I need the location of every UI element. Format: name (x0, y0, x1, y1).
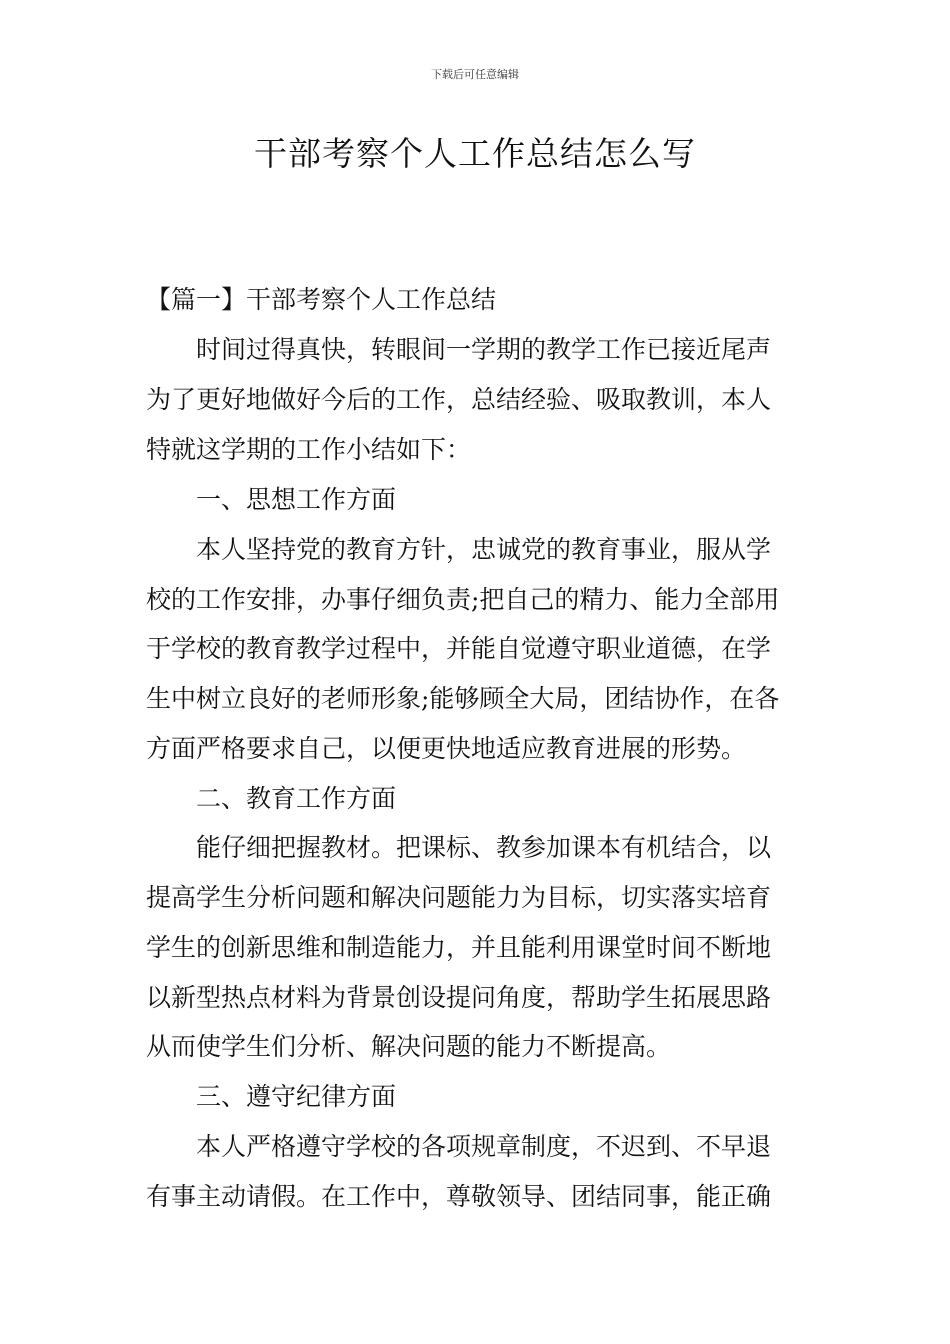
header-note: 下载后可任意编辑 (431, 68, 519, 81)
paragraph-line: 校的工作安排，办事仔细负责;把自己的精力、能力全部用 (146, 585, 780, 614)
paragraph-line: 学生的创新思维和制造能力，并且能利用课堂时间不断地 (146, 933, 772, 962)
subheading-education: 二、教育工作方面 (196, 784, 397, 813)
paragraph-line: 时间过得真快，转眼间一学期的教学工作已接近尾声 (196, 335, 772, 364)
subheading-discipline: 三、遵守纪律方面 (196, 1082, 397, 1111)
paragraph-line: 以新型热点材料为背景创设提问角度，帮助学生拓展思路 (146, 983, 772, 1012)
paragraph-line: 本人严格遵守学校的各项规章制度，不迟到、不早退 (196, 1132, 772, 1161)
paragraph-line: 生中树立良好的老师形象;能够顾全大局，团结协作，在各 (146, 684, 780, 713)
paragraph-line: 有事主动请假。在工作中，尊敬领导、团结同事，能正确 (146, 1182, 772, 1211)
paragraph-line: 方面严格要求自己，以便更快地适应教育进展的形势。 (146, 734, 747, 763)
document-title: 干部考察个人工作总结怎么写 (254, 134, 696, 173)
paragraph-line: 提高学生分析问题和解决问题能力为目标，切实落实培育 (146, 883, 772, 912)
paragraph-line: 于学校的教育教学过程中，并能自觉遵守职业道德，在学 (146, 634, 772, 663)
paragraph-line: 为了更好地做好今后的工作，总结经验、吸取教训，本人 (146, 385, 772, 414)
subheading-thought: 一、思想工作方面 (196, 485, 397, 514)
paragraph-line: 本人坚持党的教育方针，忠诚党的教育事业，服从学 (196, 535, 772, 564)
section-heading-1: 【篇一】干部考察个人工作总结 (146, 285, 497, 314)
paragraph-line: 从而使学生们分析、解决问题的能力不断提高。 (146, 1032, 672, 1061)
paragraph-line: 能仔细把握教材。把课标、教参加课本有机结合，以 (196, 833, 772, 862)
paragraph-line: 特就这学期的工作小结如下： (146, 435, 472, 464)
